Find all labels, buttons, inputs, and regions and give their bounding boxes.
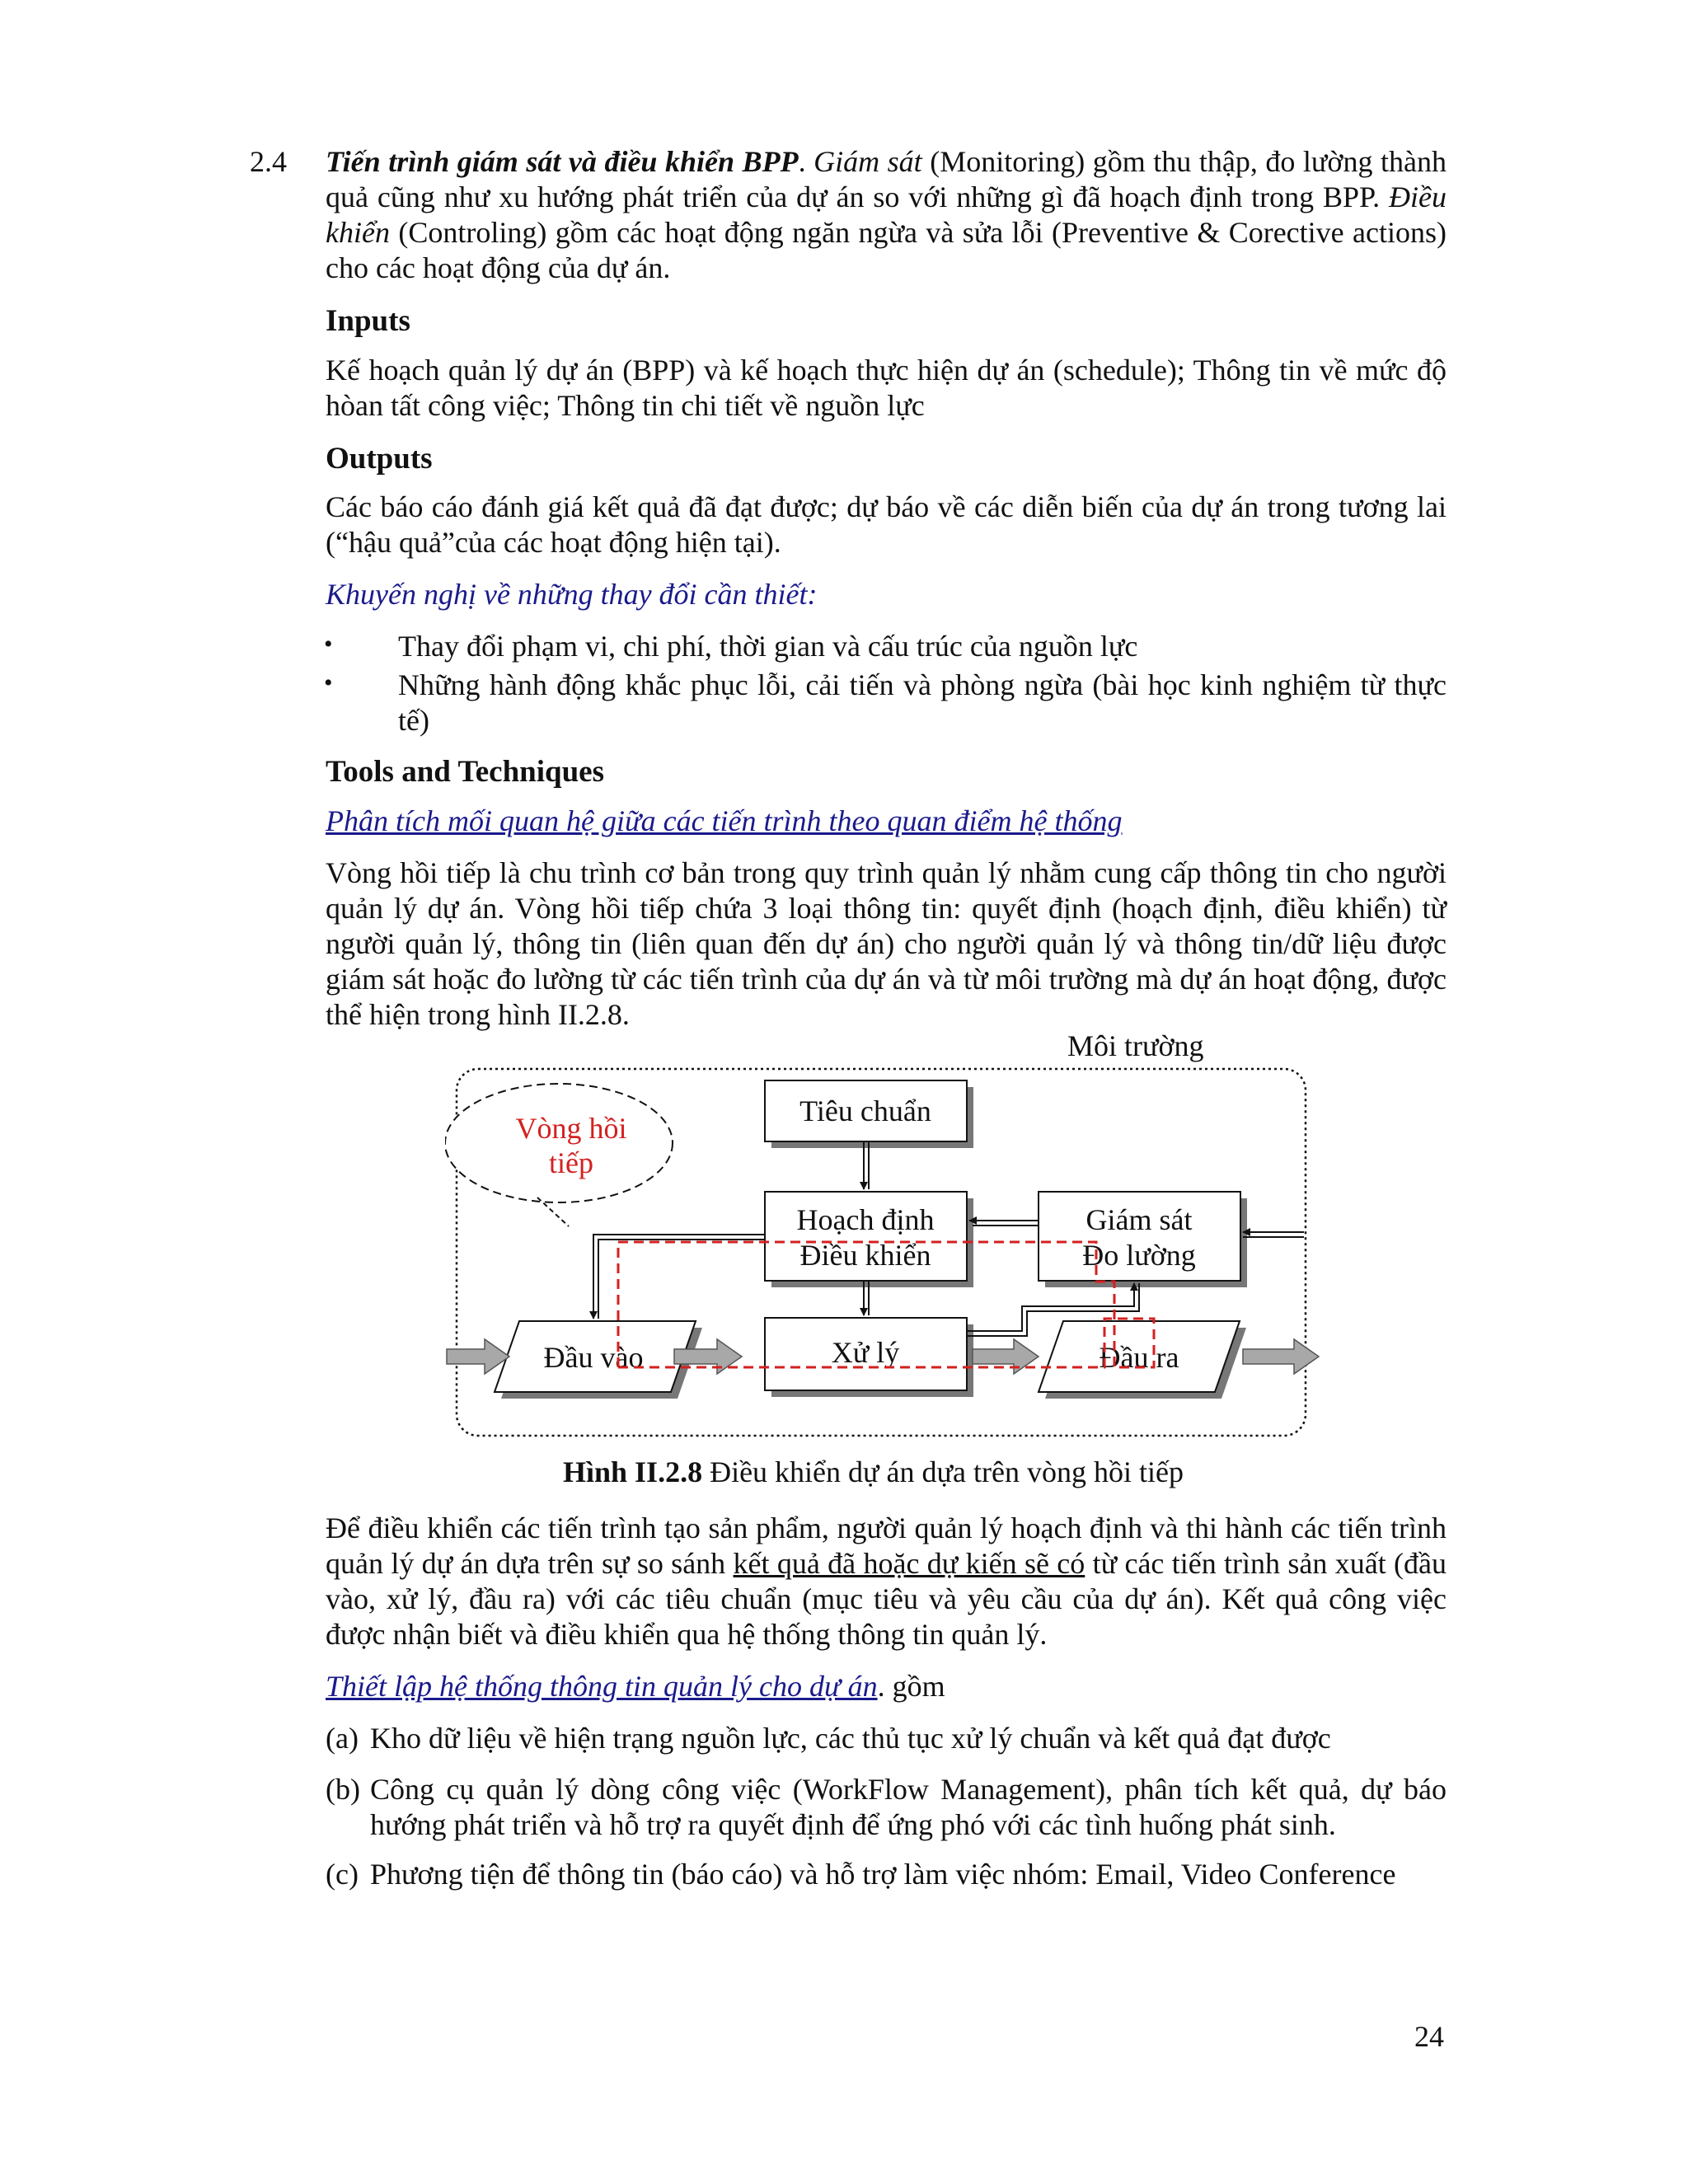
list-label-a: (a) bbox=[326, 1722, 359, 1755]
list-label-c: (c) bbox=[326, 1858, 359, 1891]
section-title: Tiến trình giám sát và điều khiển BPP bbox=[326, 145, 799, 178]
expected-results-phrase: kết quả đã hoặc dự kiến sẽ có bbox=[733, 1547, 1085, 1580]
page-number: 24 bbox=[1414, 2020, 1444, 2053]
figure-label: Hình II.2.8 bbox=[563, 1455, 703, 1488]
list-label-b: (b) bbox=[326, 1773, 360, 1806]
measure-label: Đo lường bbox=[1082, 1239, 1196, 1272]
system-analysis-link[interactable]: Phân tích mối quan hệ giữa các tiến trình theo quan điểm hệ thống bbox=[326, 804, 1123, 837]
standard-label: Tiêu chuẩn bbox=[799, 1094, 931, 1127]
bullet-icon: • bbox=[324, 669, 333, 696]
feedback-loop-diagram bbox=[445, 1026, 1335, 1455]
bullet-item-2: Những hành động khắc phục lỗi, cải tiến và phòng ngừa (bài học kinh nghiệm từ thực tế) bbox=[398, 668, 1447, 737]
recommendations-label: Khuyến nghị về những thay đổi cần thiết: bbox=[326, 578, 818, 611]
monitor-label: Giám sát bbox=[1085, 1203, 1193, 1236]
input-label: Đầu vào bbox=[543, 1341, 644, 1374]
list-item-c: Phương tiện để thông tin (báo cáo) và hỗ trợ làm việc nhóm: Email, Video Conference bbox=[370, 1858, 1396, 1891]
mis-link[interactable]: Thiết lập hệ thống thông tin quản lý cho dự án bbox=[326, 1670, 878, 1703]
plan-label: Hoạch định bbox=[796, 1203, 935, 1236]
list-item-a: Kho dữ liệu về hiện trạng nguồn lực, các thủ tục xử lý chuẩn và kết quả đạt được bbox=[370, 1722, 1331, 1755]
process-label: Xử lý bbox=[831, 1336, 900, 1369]
section-paragraph: Tiến trình giám sát và điều khiển BPP. Giám sát (Monitoring) gồm thu thập, đo lường thành quả cũng như xu hướng phát triển của dự án so với những gì đã hoạch định trong BPP. Điều khiển (Controling) gồm các hoạt động ngăn ngừa và sửa lỗi (Preventive & Corective actions) cho các hoạt động của dự án. bbox=[326, 145, 1447, 284]
figure-caption: Hình II.2.8 Điều khiển dự án dựa trên vòng hồi tiếp bbox=[563, 1455, 1184, 1488]
outputs-heading: Outputs bbox=[326, 442, 433, 476]
environment-label: Môi trường bbox=[1067, 1029, 1204, 1062]
feedback-label-line1: Vòng hồi bbox=[515, 1112, 627, 1145]
mis-line: Thiết lập hệ thống thông tin quản lý cho dự án. gồm bbox=[326, 1670, 945, 1703]
bullet-icon: • bbox=[324, 630, 333, 658]
inputs-text: Kế hoạch quản lý dự án (BPP) và kế hoạch thực hiện dự án (schedule); Thông tin về mức độ hòan tất công việc; Thông tin chi tiết về nguồn lực bbox=[326, 354, 1447, 422]
tools-heading: Tools and Techniques bbox=[326, 755, 604, 789]
feedback-label-line2: tiếp bbox=[549, 1146, 593, 1179]
control-label: Điều khiển bbox=[799, 1239, 931, 1272]
feedback-paragraph: Vòng hồi tiếp là chu trình cơ bản trong quy trình quản lý nhằm cung cấp thông tin cho người quản lý dự án. Vòng hồi tiếp chứa 3 loại thông tin: quyết định (hoạch định, điều khiển) từ người quản lý, thông tin (liên quan đến dự án) cho người quản lý và thông tin/dữ liệu được giám sát hoặc đo lường từ các tiến trình của dự án và từ môi trường mà dự án hoạt động, được thể hiện trong hình II.2.8. bbox=[326, 856, 1447, 1031]
section-number: 2.4 bbox=[250, 145, 287, 178]
control-paragraph: Để điều khiển các tiến trình tạo sản phẩm, người quản lý hoạch định và thi hành các tiến trình quản lý dự án dựa trên sự so sánh kết quả đã hoặc dự kiến sẽ có từ các tiến trình sản xuất (đầu vào, xử lý, đầu ra) với các tiêu chuẩn (mục tiêu và yêu cầu của dự án). Kết quả công việc được nhận biết và điều khiển qua hệ thống thông tin quản lý. bbox=[326, 1511, 1447, 1651]
inputs-heading: Inputs bbox=[326, 304, 410, 338]
bullet-item-1: Thay đổi phạm vi, chi phí, thời gian và cấu trúc của nguồn lực bbox=[398, 630, 1138, 663]
term-controlling: Điều khiển bbox=[326, 180, 1447, 249]
list-item-b: Công cụ quản lý dòng công việc (WorkFlow Management), phân tích kết quả, dự báo hướng phát triển và hỗ trợ ra quyết định để ứng phó với các tình huống phát sinh. bbox=[370, 1773, 1447, 1841]
outputs-text: Các báo cáo đánh giá kết quả đã đạt được; dự báo về các diễn biến của dự án trong tương lai (“hậu quả”của các hoạt động hiện tại). bbox=[326, 490, 1447, 559]
term-monitoring: Giám sát bbox=[814, 145, 922, 178]
output-label: Đầu ra bbox=[1099, 1341, 1179, 1374]
